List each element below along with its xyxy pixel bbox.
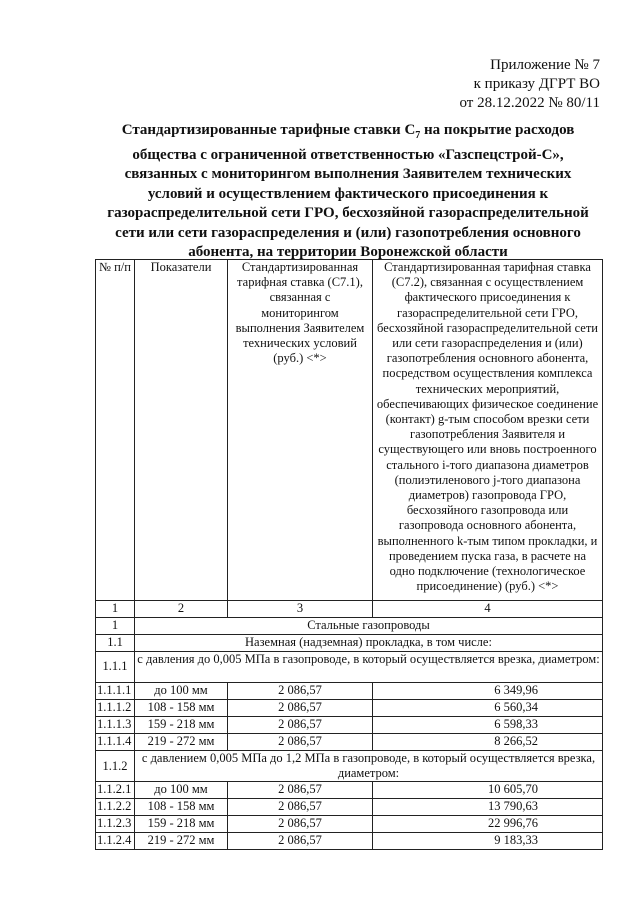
col-number-4: 4 xyxy=(373,601,603,618)
col-number-3: 3 xyxy=(228,601,373,618)
header-indicator: Показатели xyxy=(135,260,228,601)
table-row xyxy=(96,816,603,833)
appendix-block xyxy=(459,56,600,113)
col-number-1: 1 xyxy=(96,601,135,618)
row-c71: 2 086,57 xyxy=(228,833,373,850)
col-number-2: 2 xyxy=(135,601,228,618)
table-row xyxy=(96,734,603,751)
row-num: 1.1.2.3 xyxy=(96,816,135,833)
table-row xyxy=(96,683,603,700)
row-c72: 6 349,96 xyxy=(373,683,603,700)
header-c72: Стандартизированная тарифная ставка (С7.2), связанная с осуществлением фактического присоединения к газораспределительной сети ГРО, бесхозяйной газораспределительной сети или сети газораспределения и (или) газопотребления основного абонента, посредством осуществления комплекса технических мероприятий, обеспечивающих физическое соединение (контакт) g-тым способом врезки сети газопотребления Заявителя и существующего или вновь построенного стального i-того диапазона диаметров (полиэтиленового j-того диапазона диаметров) газопровода ГРО, бесхозяйного газопровода или газопровода основного абонента, выполненного k-тым типом прокладки, и проведением пуска газа, в расчете на одно подключение (технологическое присоединение) (руб.) <*> xyxy=(373,260,603,601)
row-indicator: 159 - 218 мм xyxy=(135,816,228,833)
row-num: 1.1.1.1 xyxy=(96,683,135,700)
row-c71: 2 086,57 xyxy=(228,700,373,717)
row-c71: 2 086,57 xyxy=(228,816,373,833)
section-row-1-1-2 xyxy=(96,751,603,782)
section-row-1-1-1 xyxy=(96,652,603,683)
row-c71: 2 086,57 xyxy=(228,717,373,734)
row-indicator: до 100 мм xyxy=(135,683,228,700)
row-c72: 9 183,33 xyxy=(373,833,603,850)
section-label: с давлением 0,005 МПа до 1,2 МПа в газопроводе, в который осуществляется врезка, диаметром: xyxy=(135,751,603,782)
header-c71: Стандартизированная тарифная ставка (С7.1), связанная с мониторингом выполнения Заявителем технических условий (руб.) <*> xyxy=(228,260,373,601)
row-num: 1.1.1.3 xyxy=(96,717,135,734)
column-number-row xyxy=(96,601,603,618)
row-c71: 2 086,57 xyxy=(228,782,373,799)
row-c72: 22 996,76 xyxy=(373,816,603,833)
document-title xyxy=(96,121,600,263)
table-row xyxy=(96,700,603,717)
row-num: 1.1.1.4 xyxy=(96,734,135,751)
table-row xyxy=(96,717,603,734)
row-indicator: до 100 мм xyxy=(135,782,228,799)
row-c71: 2 086,57 xyxy=(228,683,373,700)
appendix-line-3: от 28.12.2022 № 80/11 xyxy=(459,95,600,111)
row-indicator: 219 - 272 мм xyxy=(135,833,228,850)
row-c72: 6 598,33 xyxy=(373,717,603,734)
row-indicator: 159 - 218 мм xyxy=(135,717,228,734)
row-num: 1.1.2.2 xyxy=(96,799,135,816)
row-indicator: 219 - 272 мм xyxy=(135,734,228,751)
section-row-1-1 xyxy=(96,635,603,652)
row-num: 1.1.2.1 xyxy=(96,782,135,799)
tariff-table xyxy=(95,259,603,850)
row-indicator: 108 - 158 мм xyxy=(135,799,228,816)
header-num: № п/п xyxy=(96,260,135,601)
table-header-row xyxy=(96,260,603,601)
row-c72: 10 605,70 xyxy=(373,782,603,799)
table-row xyxy=(96,799,603,816)
section-num: 1.1.2 xyxy=(96,751,135,782)
title-prefix: Стандартизированные тарифные ставки С xyxy=(121,122,416,138)
table-row xyxy=(96,782,603,799)
row-c72: 8 266,52 xyxy=(373,734,603,751)
row-indicator: 108 - 158 мм xyxy=(135,700,228,717)
section-num: 1 xyxy=(96,618,135,635)
title-subscript: 7 xyxy=(415,130,421,141)
row-c72: 6 560,34 xyxy=(373,700,603,717)
section-row-1 xyxy=(96,618,603,635)
section-num: 1.1.1 xyxy=(96,652,135,683)
row-c71: 2 086,57 xyxy=(228,799,373,816)
row-c72: 13 790,63 xyxy=(373,799,603,816)
appendix-line-1: Приложение № 7 xyxy=(490,57,600,73)
row-num: 1.1.1.2 xyxy=(96,700,135,717)
section-num: 1.1 xyxy=(96,635,135,652)
section-label: Наземная (надземная) прокладка, в том числе: xyxy=(135,635,603,652)
section-label: с давления до 0,005 МПа в газопроводе, в который осуществляется врезка, диаметром: xyxy=(135,652,603,683)
section-label: Стальные газопроводы xyxy=(135,618,603,635)
appendix-line-2: к приказу ДГРТ ВО xyxy=(473,76,600,92)
row-c71: 2 086,57 xyxy=(228,734,373,751)
table-row xyxy=(96,833,603,850)
title-rest: на покрытие расходов общества с ограниченной ответственностью «Газспецстрой-С», связанных с мониторингом выполнения Заявителем технических условий и осуществлением фактического присоединения к газораспределительной сети ГРО, бесхозяйной газораспределительной сети или сети газораспределения и (или) газопотребления основного абонента, на территории Воронежской области xyxy=(107,122,589,260)
row-num: 1.1.2.4 xyxy=(96,833,135,850)
